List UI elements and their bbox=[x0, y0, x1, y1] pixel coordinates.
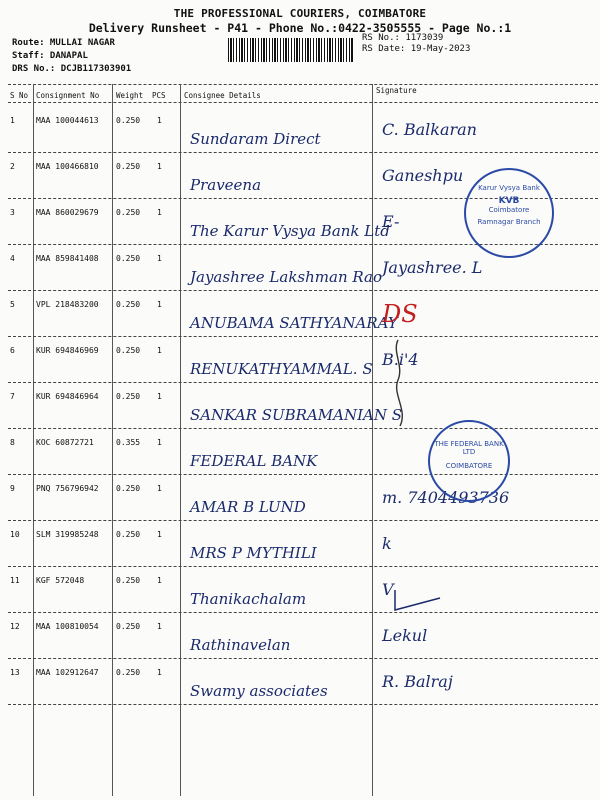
signature: C. Balkaran bbox=[382, 120, 477, 139]
signature: V bbox=[382, 580, 394, 599]
table-top-rule bbox=[8, 84, 598, 85]
row-separator bbox=[8, 382, 598, 383]
weight-value: 0.250 bbox=[116, 300, 141, 309]
pcs-value: 1 bbox=[157, 484, 162, 493]
consignment-number: KOC 60872721 bbox=[36, 438, 94, 447]
rs-number: RS No.: 1173039 bbox=[362, 33, 444, 43]
consignee-name: AMAR B LUND bbox=[190, 498, 306, 516]
pcs-value: 1 bbox=[157, 668, 162, 677]
drs-number: DRS No.: DCJB117303901 bbox=[12, 64, 132, 74]
row-separator bbox=[8, 290, 598, 291]
signature: B.i'4 bbox=[382, 350, 419, 369]
consignment-number: MAA 102912647 bbox=[36, 668, 99, 677]
weight-value: 0.250 bbox=[116, 622, 141, 631]
pcs-value: 1 bbox=[157, 530, 162, 539]
stamp-text: KVB bbox=[498, 196, 520, 206]
weight-value: 0.250 bbox=[116, 530, 141, 539]
pcs-value: 1 bbox=[157, 576, 162, 585]
consignment-number: KGF 572048 bbox=[36, 576, 85, 585]
weight-value: 0.250 bbox=[116, 576, 141, 585]
signature: DS bbox=[382, 300, 418, 328]
pcs-value: 1 bbox=[157, 116, 162, 125]
signature: Jayashree. L bbox=[382, 258, 483, 277]
row-separator bbox=[8, 658, 598, 659]
row-separator bbox=[8, 152, 598, 153]
table-row bbox=[0, 570, 600, 616]
table-row bbox=[0, 524, 600, 570]
consignee-name: SANKAR SUBRAMANIAN S bbox=[190, 406, 403, 424]
weight-value: 0.355 bbox=[116, 438, 141, 447]
row-sno: 9 bbox=[10, 484, 15, 493]
route-label: Route: MULLAI NAGAR bbox=[12, 38, 115, 48]
consignment-number: PNQ 756796942 bbox=[36, 484, 99, 493]
stamp-text: COIMBATORE bbox=[445, 462, 493, 470]
col-weight: Weight bbox=[116, 91, 144, 100]
rs-date: RS Date: 19-May-2023 bbox=[362, 44, 471, 54]
pcs-value: 1 bbox=[157, 346, 162, 355]
table-row bbox=[0, 386, 600, 432]
pcs-value: 1 bbox=[157, 254, 162, 263]
consignee-name: Sundaram Direct bbox=[190, 130, 321, 148]
table-row bbox=[0, 662, 600, 708]
consignee-name: FEDERAL BANK bbox=[190, 452, 318, 470]
consignee-name: The Karur Vysya Bank Ltd bbox=[190, 222, 390, 240]
table-row bbox=[0, 616, 600, 662]
row-sno: 1 bbox=[10, 116, 15, 125]
pcs-value: 1 bbox=[157, 300, 162, 309]
row-sno: 5 bbox=[10, 300, 15, 309]
consignment-number: MAA 100466810 bbox=[36, 162, 99, 171]
stamp-text: Karur Vysya Bank bbox=[478, 184, 540, 192]
pcs-value: 1 bbox=[157, 622, 162, 631]
row-sno: 4 bbox=[10, 254, 15, 263]
federal-bank-stamp bbox=[428, 420, 510, 502]
table-row bbox=[0, 340, 600, 386]
row-separator bbox=[8, 612, 598, 613]
consignment-number: MAA 100044613 bbox=[36, 116, 99, 125]
col-consignee: Consignee Details bbox=[184, 91, 261, 100]
row-sno: 6 bbox=[10, 346, 15, 355]
table-row bbox=[0, 294, 600, 340]
runsheet-subtitle: Delivery Runsheet - P41 - Phone No.:0422-3505555 - Page No.:1 bbox=[88, 21, 512, 35]
consignment-number: SLM 319985248 bbox=[36, 530, 99, 539]
row-sno: 11 bbox=[10, 576, 20, 585]
stamp-text: Ramnagar Branch bbox=[477, 218, 541, 226]
pcs-value: 1 bbox=[157, 162, 162, 171]
signature: m. 7404493736 bbox=[382, 488, 510, 507]
weight-value: 0.250 bbox=[116, 392, 141, 401]
stamp-text: Coimbatore bbox=[488, 206, 530, 214]
weight-value: 0.250 bbox=[116, 346, 141, 355]
weight-value: 0.250 bbox=[116, 254, 141, 263]
consignment-number: MAA 860029679 bbox=[36, 208, 99, 217]
consignment-number: KUR 694846969 bbox=[36, 346, 99, 355]
weight-value: 0.250 bbox=[116, 116, 141, 125]
consignee-name: Thanikachalam bbox=[190, 590, 307, 608]
col-consignment: Consignment No bbox=[36, 91, 100, 100]
col-signature: Signature bbox=[376, 86, 417, 95]
signature: R. Balraj bbox=[382, 672, 453, 691]
weight-value: 0.250 bbox=[116, 208, 141, 217]
weight-value: 0.250 bbox=[116, 162, 141, 171]
weight-value: 0.250 bbox=[116, 668, 141, 677]
barcode bbox=[228, 38, 354, 62]
consignee-name: ANUBAMA SATHYANARAY bbox=[190, 314, 398, 332]
row-sno: 2 bbox=[10, 162, 15, 171]
row-sno: 12 bbox=[10, 622, 20, 631]
row-sno: 8 bbox=[10, 438, 15, 447]
row-sno: 7 bbox=[10, 392, 15, 401]
signature: Ganeshpu bbox=[382, 166, 464, 185]
consignee-name: Rathinavelan bbox=[190, 636, 291, 654]
row-sno: 3 bbox=[10, 208, 15, 217]
row-separator bbox=[8, 520, 598, 521]
kvb-stamp bbox=[464, 168, 554, 258]
row-sno: 13 bbox=[10, 668, 20, 677]
consignee-name: Praveena bbox=[190, 176, 262, 194]
signature: E- bbox=[382, 212, 400, 231]
consignee-name: RENUKATHYAMMAL. S bbox=[190, 360, 373, 378]
table-row bbox=[0, 478, 600, 524]
pcs-value: 1 bbox=[157, 392, 162, 401]
stamp-text: THE FEDERAL BANK LTD bbox=[434, 440, 504, 456]
pcs-value: 1 bbox=[157, 438, 162, 447]
row-separator bbox=[8, 566, 598, 567]
row-separator bbox=[8, 474, 598, 475]
table-row bbox=[0, 432, 600, 478]
row-sno: 10 bbox=[10, 530, 20, 539]
consignee-name: Swamy associates bbox=[190, 682, 328, 700]
signature: Lekul bbox=[382, 626, 428, 645]
table-header-rule bbox=[8, 102, 598, 103]
staff-label: Staff: DANAPAL bbox=[12, 51, 88, 61]
col-pcs: PCS bbox=[152, 91, 166, 100]
table-row bbox=[0, 110, 600, 156]
consignment-number: KUR 694846964 bbox=[36, 392, 99, 401]
consignment-number: MAA 859841408 bbox=[36, 254, 99, 263]
consignee-name: MRS P MYTHILI bbox=[190, 544, 317, 562]
row-separator bbox=[8, 336, 598, 337]
company-title: THE PROFESSIONAL COURIERS, COIMBATORE bbox=[173, 7, 427, 20]
consignment-number: MAA 100810054 bbox=[36, 622, 99, 631]
consignment-number: VPL 218483200 bbox=[36, 300, 99, 309]
row-separator bbox=[8, 428, 598, 429]
consignee-name: Jayashree Lakshman Rao bbox=[190, 268, 382, 286]
signature: k bbox=[382, 534, 392, 553]
row-separator bbox=[8, 704, 598, 705]
weight-value: 0.250 bbox=[116, 484, 141, 493]
pcs-value: 1 bbox=[157, 208, 162, 217]
col-sno: S No bbox=[10, 91, 29, 100]
